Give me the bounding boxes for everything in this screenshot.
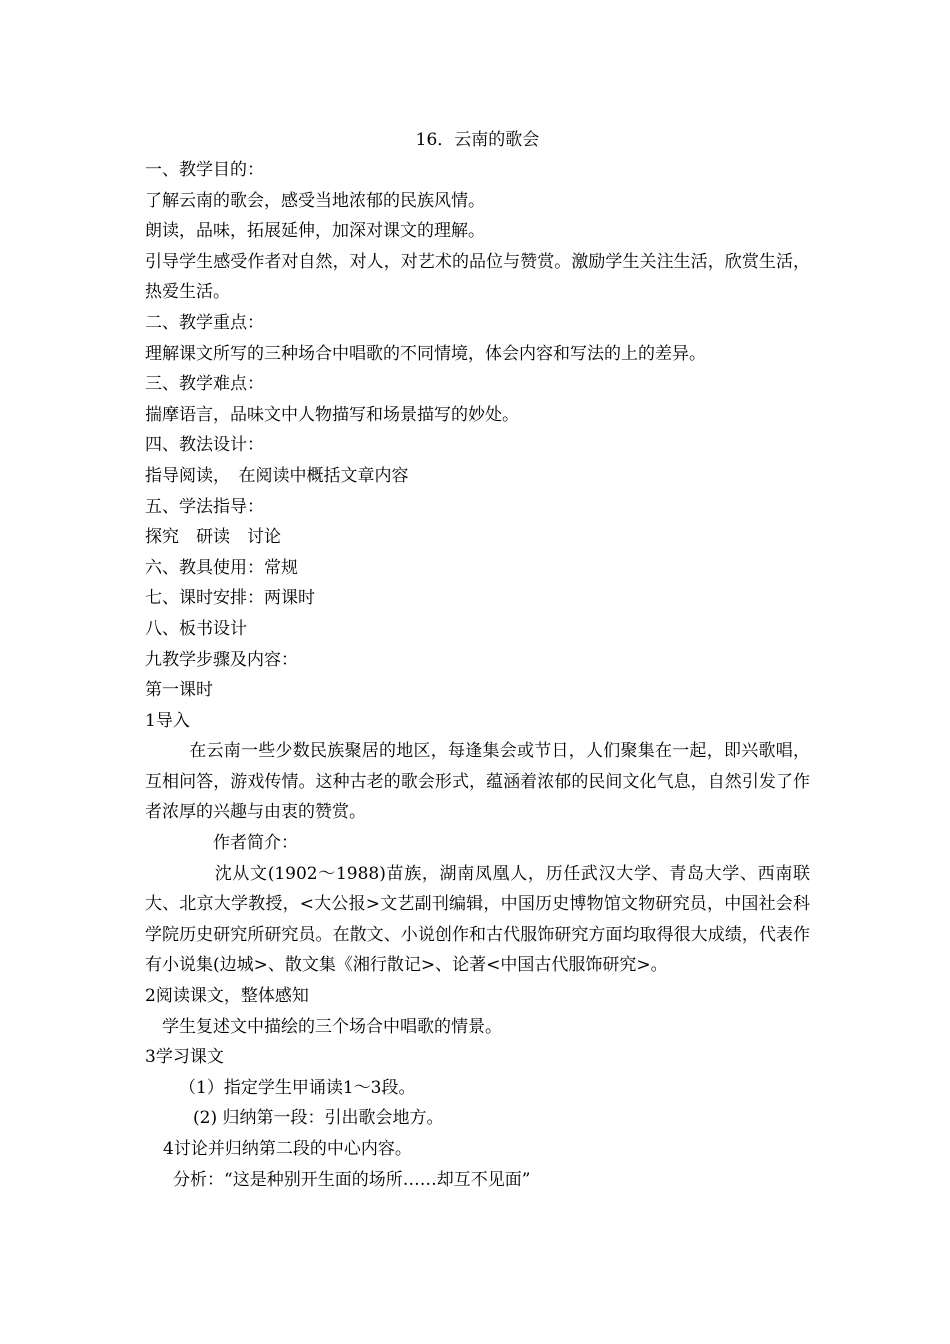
objective-2: 朗读，品味，拓展延伸，加深对课文的理解。 — [145, 221, 485, 242]
author-intro-heading: 作者简介： — [213, 833, 298, 854]
author-intro-paragraph: 沈从文(1902～1988)苗族，湖南凤凰人，历任武汉大学、青岛大学、西南联大、北京大学教授，<大公报>文艺副刊编辑，中国历史博物馆文物研究员，中国社会科学院历史研究所研究员。在散文、小说创作和古代服饰研究方面均取得很大成绩，代表作有小说集(边城>、散文集《湘行散记>、论著<中国古代服饰研究>。 — [145, 863, 810, 976]
board-design: 八、板书设计 — [145, 618, 247, 639]
step-4-discussion: 4讨论并归纳第二段的中心内容。 — [163, 1139, 412, 1159]
step-2-reading: 2阅读课文，整体感知 — [145, 986, 309, 1007]
teaching-aids: 六、教具使用：常规 — [145, 557, 298, 578]
study-guide-text: 探究 研读 讨论 — [145, 527, 281, 548]
step-1-intro: 1导入 — [145, 710, 190, 731]
step-3-item-2: (2) 归纳第一段：引出歌会地方。 — [193, 1108, 444, 1129]
section-heading-difficulties: 三、教学难点： — [145, 374, 264, 395]
section-heading-key-points: 二、教学重点： — [145, 312, 264, 333]
step-3-item-1: （1）指定学生甲诵读1～3段。 — [179, 1077, 416, 1098]
document-page — [145, 125, 810, 1195]
class-hours: 七、课时安排：两课时 — [145, 588, 315, 609]
document-title: 16．云南的歌会 — [415, 130, 540, 150]
step-2-text: 学生复述文中描绘的三个场合中唱歌的情景。 — [162, 1016, 502, 1037]
section-heading-objectives: 一、教学目的： — [145, 160, 264, 180]
difficulties-text: 揣摩语言，品味文中人物描写和场景描写的妙处。 — [145, 404, 519, 425]
objective-1: 了解云南的歌会，感受当地浓郁的民族风情。 — [145, 190, 485, 211]
teaching-steps-heading: 九教学步骤及内容： — [145, 649, 298, 670]
key-points-text: 理解课文所写的三种场合中唱歌的不同情境，体会内容和写法的上的差异。 — [145, 343, 706, 364]
section-heading-method: 四、教法设计： — [145, 435, 264, 456]
step-3-study: 3学习课文 — [145, 1047, 224, 1068]
intro-paragraph: 在云南一些少数民族聚居的地区，每逢集会或节日，人们聚集在一起，即兴歌唱，互相问答，游戏传情。这种古老的歌会形式，蕴涵着浓郁的民间文化气息，自然引发了作者浓厚的兴趣与由衷的赞赏。 — [145, 741, 810, 823]
objective-3: 引导学生感受作者对自然，对人，对艺术的品位与赞赏。激励学生关注生活，欣赏生活，热爱生活。 — [145, 251, 810, 303]
first-lesson-heading: 第一课时 — [145, 680, 213, 701]
section-heading-study-guide: 五、学法指导： — [145, 496, 264, 517]
method-text: 指导阅读， 在阅读中概括文章内容 — [145, 465, 409, 486]
analysis-text: 分析：“这是种别开生面的场所……却互不见面” — [173, 1169, 531, 1190]
